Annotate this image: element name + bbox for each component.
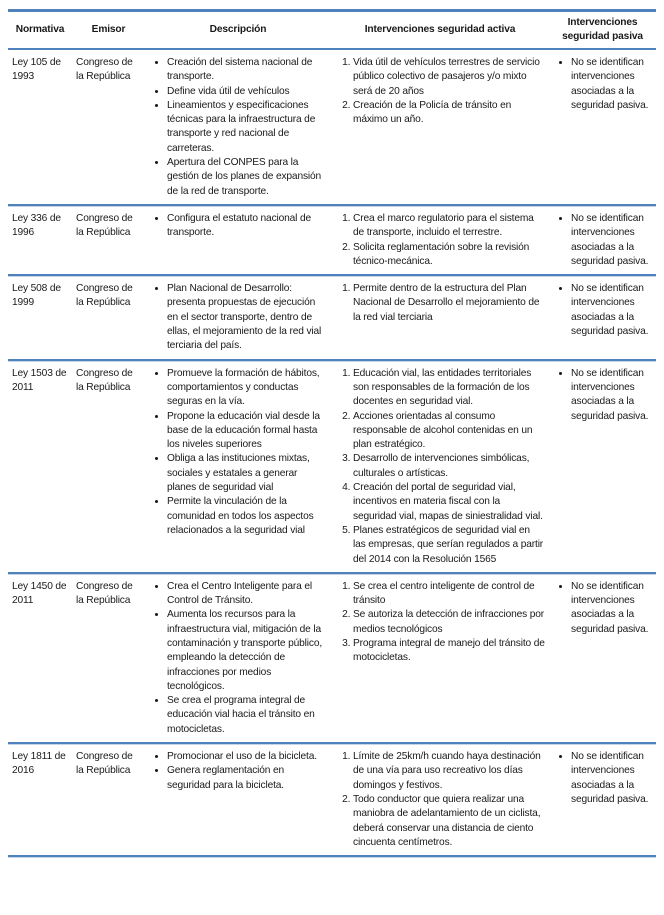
list-item: • No se identifican intervenciones asociadas a la seguridad pasiva. xyxy=(571,282,652,339)
activa-list xyxy=(335,580,545,666)
activa-cell xyxy=(331,743,549,856)
list-item: • No se identifican intervenciones asociadas a la seguridad pasiva. xyxy=(571,212,652,269)
list-item: 3. Desarrollo de intervenciones simbólicas, culturales o artísticas. xyxy=(353,452,545,481)
descripcion-cell xyxy=(145,743,331,856)
list-item: 1. Permite dentro de la estructura del Plan Nacional de Desarrollo el mejoramiento de la red vial terciaria xyxy=(353,282,545,325)
activa-cell xyxy=(331,205,549,275)
list-item: • Creación del sistema nacional de transporte. xyxy=(167,56,327,85)
header-seguridad-activa: Intervenciones seguridad activa xyxy=(364,23,516,35)
list-item: • Apertura del CONPES para la gestión de los planes de expansión de la red de transporte. xyxy=(167,156,327,199)
descripcion-list xyxy=(149,580,327,737)
list-item: • Promocionar el uso de la bicicleta. xyxy=(167,750,327,764)
descripcion-list xyxy=(149,282,327,353)
pasiva-list xyxy=(553,212,652,269)
pasiva-cell xyxy=(549,275,656,359)
list-item: 2. Todo conductor que quiera realizar una maniobra de adelantamiento de un ciclista, deberá conservar una distancia de ciento cincuenta centímetros. xyxy=(353,793,545,850)
activa-list xyxy=(335,212,545,269)
pasiva-cell xyxy=(549,743,656,856)
activa-cell xyxy=(331,275,549,359)
list-item: • Plan Nacional de Desarrollo: presenta propuestas de ejecución en el sector transporte, dentro de ellas, el mejoramiento de la red vial terciaria del país. xyxy=(167,282,327,353)
list-item: 2. Solicita reglamentación sobre la revisión técnico-mecánica. xyxy=(353,241,545,270)
header-emisor: Emisor xyxy=(91,23,126,35)
pasiva-list xyxy=(553,282,652,339)
normativa-table xyxy=(8,9,656,857)
list-item: 2. Creación de la Policía de tránsito en máximo un año. xyxy=(353,99,545,128)
normativa-cell: Ley 1811 de 2016 xyxy=(12,751,66,777)
list-item: • Promueve la formación de hábitos, comportamientos y conductas seguras en la vía. xyxy=(167,367,327,410)
list-item: 1. Educación vial, las entidades territoriales son responsables de la formación de los docentes en seguridad vial. xyxy=(353,367,545,410)
list-item: • Se crea el programa integral de educación vial hacia el tránsito en motocicletas. xyxy=(167,694,327,737)
header-normativa: Normativa xyxy=(15,23,65,35)
activa-list xyxy=(335,282,545,325)
descripcion-list xyxy=(149,212,327,241)
emisor-cell: Congreso de la República xyxy=(76,283,133,309)
emisor-cell: Congreso de la República xyxy=(76,751,133,777)
list-item: • Permite la vinculación de la comunidad en todos los aspectos relacionados a la seguridad vial xyxy=(167,495,327,538)
pasiva-cell xyxy=(549,49,656,205)
list-item: 1. Límite de 25km/h cuando haya destinación de una vía para uso recreativo los días domingos y festivos. xyxy=(353,750,545,793)
pasiva-cell xyxy=(549,573,656,743)
list-item: • Genera reglamentación en seguridad para la bicicleta. xyxy=(167,764,327,793)
list-item: 3. Programa integral de manejo del tránsito de motocicletas. xyxy=(353,637,545,666)
emisor-cell: Congreso de la República xyxy=(76,212,133,239)
list-item: • Configura el estatuto nacional de transporte. xyxy=(167,212,327,241)
list-item: 1. Se crea el centro inteligente de control de tránsito xyxy=(353,580,545,609)
descripcion-list xyxy=(149,750,327,793)
descripcion-cell xyxy=(145,49,331,205)
descripcion-cell xyxy=(145,573,331,743)
list-item: • No se identifican intervenciones asociadas a la seguridad pasiva. xyxy=(571,750,652,807)
normativa-cell: Ley 105 de 1993 xyxy=(12,57,61,83)
table-row xyxy=(8,573,656,743)
list-item: • Lineamientos y especificaciones técnicas para la infraestructura de transporte y red nacional de carreteras. xyxy=(167,99,327,156)
pasiva-list xyxy=(553,56,652,113)
descripcion-list xyxy=(149,367,327,539)
list-item: 1. Crea el marco regulatorio para el sistema de transporte, incluido el terrestre. xyxy=(353,212,545,241)
descripcion-cell xyxy=(145,360,331,573)
activa-list xyxy=(335,750,545,850)
list-item: • Propone la educación vial desde la base de la educación formal hasta los niveles superiores xyxy=(167,410,327,453)
activa-cell xyxy=(331,360,549,573)
list-item: • Define vida útil de vehículos xyxy=(167,85,327,99)
table-row xyxy=(8,360,656,573)
list-item: • No se identifican intervenciones asociadas a la seguridad pasiva. xyxy=(571,56,652,113)
normativa-cell: Ley 508 de 1999 xyxy=(12,283,61,309)
activa-list xyxy=(335,367,545,567)
pasiva-cell xyxy=(549,360,656,573)
emisor-cell: Congreso de la República xyxy=(76,580,133,607)
list-item: • No se identifican intervenciones asociadas a la seguridad pasiva. xyxy=(571,367,652,424)
list-item: 2. Se autoriza la detección de infracciones por medios tecnológicos xyxy=(353,608,545,637)
table-row xyxy=(8,743,656,856)
list-item: 2. Acciones orientadas al consumo responsable de alcohol contenidas en un plan estratégico. xyxy=(353,410,545,453)
table-row xyxy=(8,275,656,359)
normativa-cell: Ley 336 de 1996 xyxy=(12,212,61,239)
table-row xyxy=(8,49,656,205)
normativa-cell: Ley 1450 de 2011 xyxy=(12,580,67,607)
pasiva-list xyxy=(553,580,652,637)
descripcion-cell xyxy=(145,275,331,359)
descripcion-cell xyxy=(145,205,331,275)
list-item: 1. Vida útil de vehículos terrestres de servicio público colectivo de pasajeros y/o mixto será de 20 años xyxy=(353,56,545,99)
table-body xyxy=(8,49,656,856)
activa-cell xyxy=(331,573,549,743)
list-item: 5. Planes estratégicos de seguridad vial en las empresas, que serían regulados a partir del 2014 con la Resolución 1565 xyxy=(353,524,545,567)
pasiva-list xyxy=(553,750,652,807)
header-descripcion: Descripción xyxy=(209,23,267,35)
list-item: • Crea el Centro Inteligente para el Control de Tránsito. xyxy=(167,580,327,609)
list-item: • No se identifican intervenciones asociadas a la seguridad pasiva. xyxy=(571,580,652,637)
list-item: • Aumenta los recursos para la infraestructura vial, mitigación de la contaminación y transporte público, empleando la detección de infracciones por medios tecnológicos. xyxy=(167,608,327,694)
list-item: • Obliga a las instituciones mixtas, sociales y estatales a generar planes de seguridad vial xyxy=(167,452,327,495)
table-row xyxy=(8,205,656,275)
pasiva-list xyxy=(553,367,652,424)
activa-list xyxy=(335,56,545,127)
table-header-row xyxy=(8,11,656,50)
emisor-cell: Congreso de la República xyxy=(76,367,133,393)
pasiva-cell xyxy=(549,205,656,275)
header-seguridad-pasiva: Intervenciones seguridad pasiva xyxy=(562,16,643,42)
normativa-cell: Ley 1503 de 2011 xyxy=(12,367,67,393)
emisor-cell: Congreso de la República xyxy=(76,57,133,83)
activa-cell xyxy=(331,49,549,205)
descripcion-list xyxy=(149,56,327,199)
list-item: 4. Creación del portal de seguridad vial, incentivos en materia fiscal con la seguridad vial, mapas de siniestralidad vial. xyxy=(353,481,545,524)
